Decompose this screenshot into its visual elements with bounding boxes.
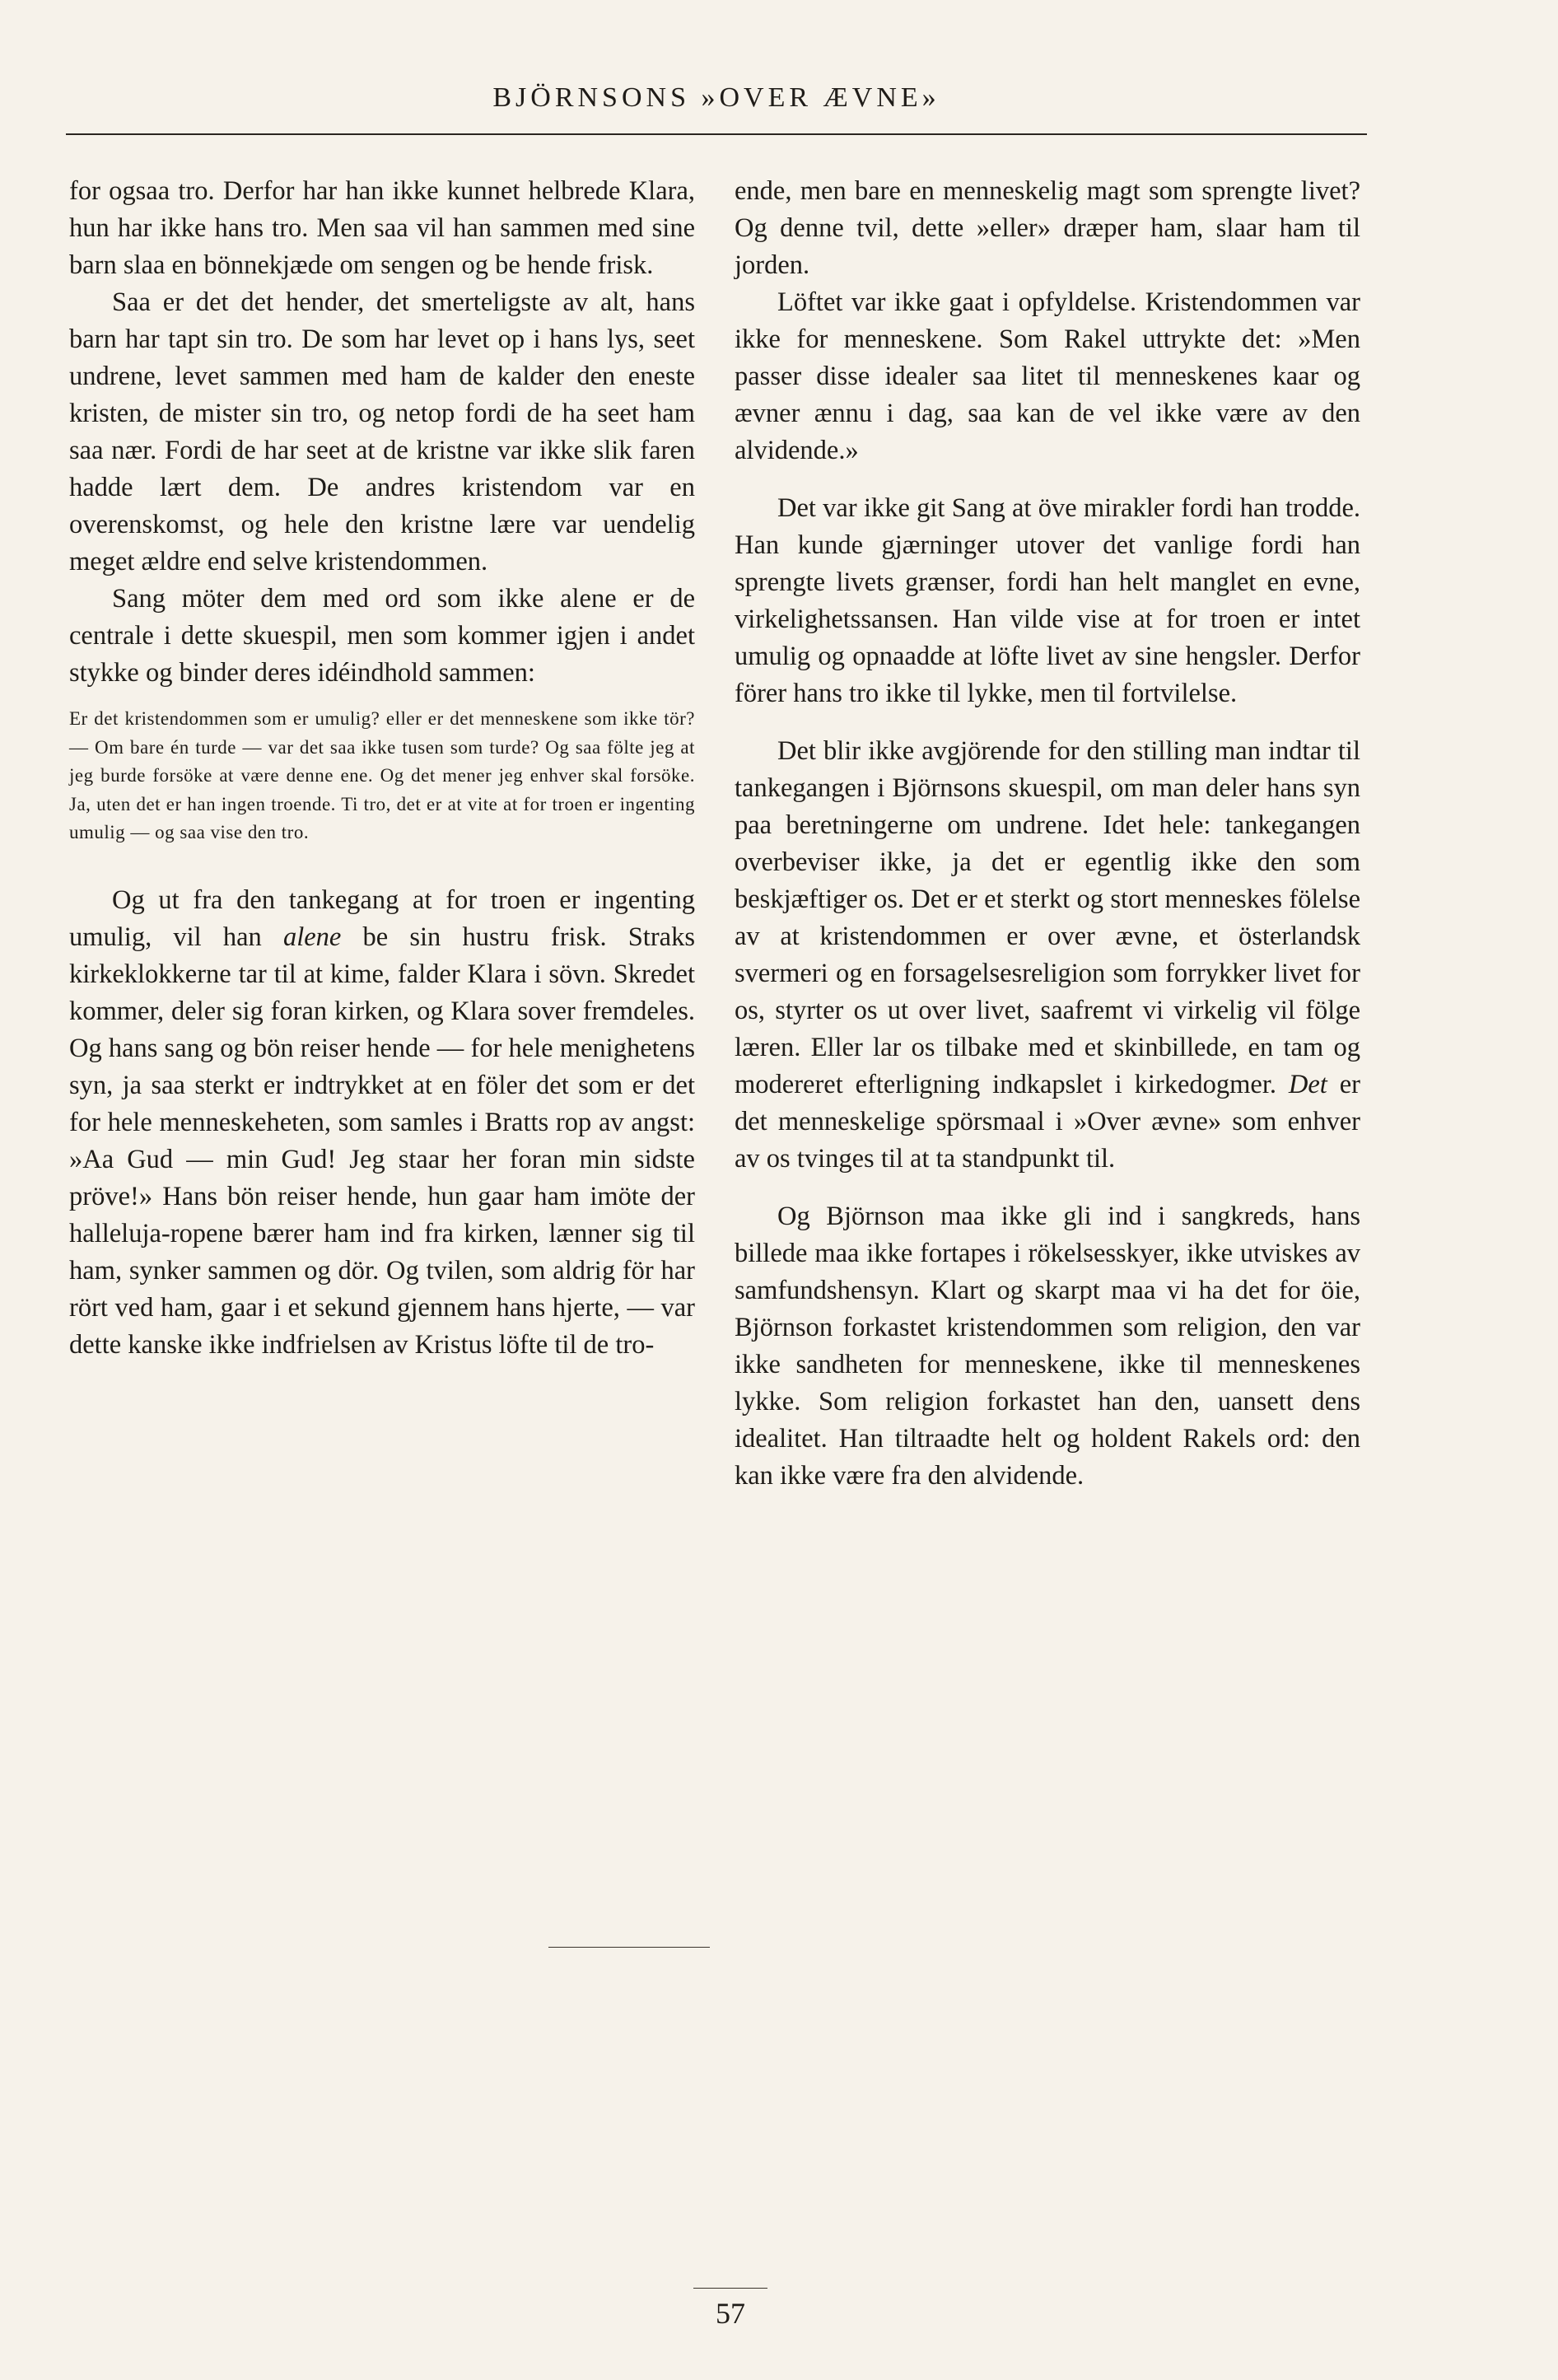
block-quote <box>69 705 695 847</box>
header-rule <box>66 133 1367 135</box>
right-paragraph-4-emphasis: Det <box>1288 1070 1327 1099</box>
left-paragraph-4 <box>69 882 695 1364</box>
running-head: BJÖRNSONS »OVER ÆVNE» <box>492 82 940 113</box>
block-quote-text: Er det kristendommen som er umulig? eller er det menneskene som ikke tör? — Om bare én turde — var det saa ikke tusen som turde? Og saa fölte jeg at jeg burde forsöke at være denne ene. Og det mener jeg enhver skal forsöke. Ja, uten det er han ingen troende. Ti tro, det er at vite at for troen er ingenting umulig — og saa vise den tro. <box>69 708 695 842</box>
left-paragraph-3: Sang möter dem med ord som ikke alene er de centrale i dette skuespil, men som kommer igjen i andet stykke og binder deres idéindhold sammen: <box>69 584 695 688</box>
right-paragraph-3: Det var ikke git Sang at öve mirakler fordi han trodde. Han kunde gjærninger utover det vanlige fordi han sprengte livets grænser, fordi han helt manglet en evne, virkelighetssansen. Han vilde vise at for troen er intet umulig og opnaadde at löfte livet av sine hengsler. Derfor förer hans tro ikke til lykke, men til fortvilelse. <box>735 493 1360 708</box>
right-paragraph-2: Löftet var ikke gaat i opfyldelse. Kristendommen var ikke for menneskene. Som Rakel uttrykte det: »Men passer disse idealer saa litet til menneskenes kaar og ævner ænnu i dag, saa kan de vel ikke være av den alvidende.» <box>735 287 1360 465</box>
left-paragraph-4-text-b: be sin hustru frisk. Straks kirkeklokkerne tar til at kime, falder Klara i sövn. Skredet kommer, deler sig foran kirken, og Klara sover fremdeles. Og hans sang og bön reiser hende — for hele menighetens syn, ja saa sterkt er indtrykket at en föler det som er det for hele menneskeheten, som samles i Bratts rop av angst: »Aa Gud — min Gud! Jeg staar her foran min sidste pröve!» Hans bön reiser hende, hun gaar ham imöte der halleluja-ropene bærer ham ind fra kirken, lænner sig til ham, synker sammen og dör. Og tvilen, som aldrig för har rört ved ham, gaar i et sekund gjennem hans hjerte, — var dette kanske ikke indfrielsen av Kristus löfte til de tro- <box>69 922 695 1360</box>
page-number-rule <box>693 2288 767 2289</box>
left-column <box>69 173 695 1364</box>
right-paragraph-1: ende, men bare en menneskelig magt som sprengte livet? Og denne tvil, dette »eller» dræper ham, slaar ham til jorden. <box>735 176 1360 280</box>
left-paragraph-2: Saa er det det hender, det smerteligste av alt, hans barn har tapt sin tro. De som har levet op i hans lys, seet undrene, levet sammen med ham de kalder den eneste kristen, de mister sin tro, og netop fordi de ha seet ham saa nær. Fordi de har seet at de kristne var ikke slik faren hadde lært dem. De andres kristendom var en overenskomst, og hele den kristne lære var uendelig meget ældre end selve kristendommen. <box>69 287 695 576</box>
end-rule <box>548 1947 710 1948</box>
right-paragraph-4-text-b: er det menneskelige spörsmaal i »Over ævne» som enhver av os tvinges til at ta standpunkt til. <box>735 1070 1360 1174</box>
right-paragraph-4 <box>735 733 1360 1178</box>
left-paragraph-1: for ogsaa tro. Derfor har han ikke kunnet helbrede Klara, hun har ikke hans tro. Men saa vil han sammen med sine barn slaa en bönnekjæde om sengen og be hende frisk. <box>69 176 695 280</box>
right-column <box>735 173 1360 1495</box>
right-paragraph-5: Og Björnson maa ikke gli ind i sangkreds, hans billede maa ikke fortapes i rökelsesskyer, ikke utviskes av samfundshensyn. Klart og skarpt maa vi ha det for öie, Björnson forkastet kristendommen som religion, den var ikke sandheten for menneskene, ikke til menneskenes lykke. Som religion forkastet han den, uansett dens idealitet. Han tiltraadte helt og holdent Rakels ord: den kan ikke være fra den alvidende. <box>735 1202 1360 1491</box>
left-paragraph-4-emphasis: alene <box>282 922 342 952</box>
page-number: 57 <box>716 2297 745 2330</box>
left-paragraph-4-text-a: Og ut fra den tankegang at for troen er ingenting umulig, vil han <box>69 884 695 952</box>
right-paragraph-4-text-a: Det blir ikke avgjörende for den stilling man indtar til tankegangen i Björnsons skuespil, om man deler hans syn paa beretningerne om undrene. Idet hele: tankegangen overbeviser ikke, ja det er egentlig ikke den som beskjæftiger os. Det er et sterkt og stort menneskes fölelse av at kristendommen er over ævne, et österlandsk svermeri og en forsagelsesreligion som forrykker livet for os, styrter os ut over livet, saafremt vi virkelig vil fölge læren. Eller lar os tilbake med et skinbillede, en tam og modereret efterligning indkapslet i kirkedogmer. <box>735 736 1360 1099</box>
